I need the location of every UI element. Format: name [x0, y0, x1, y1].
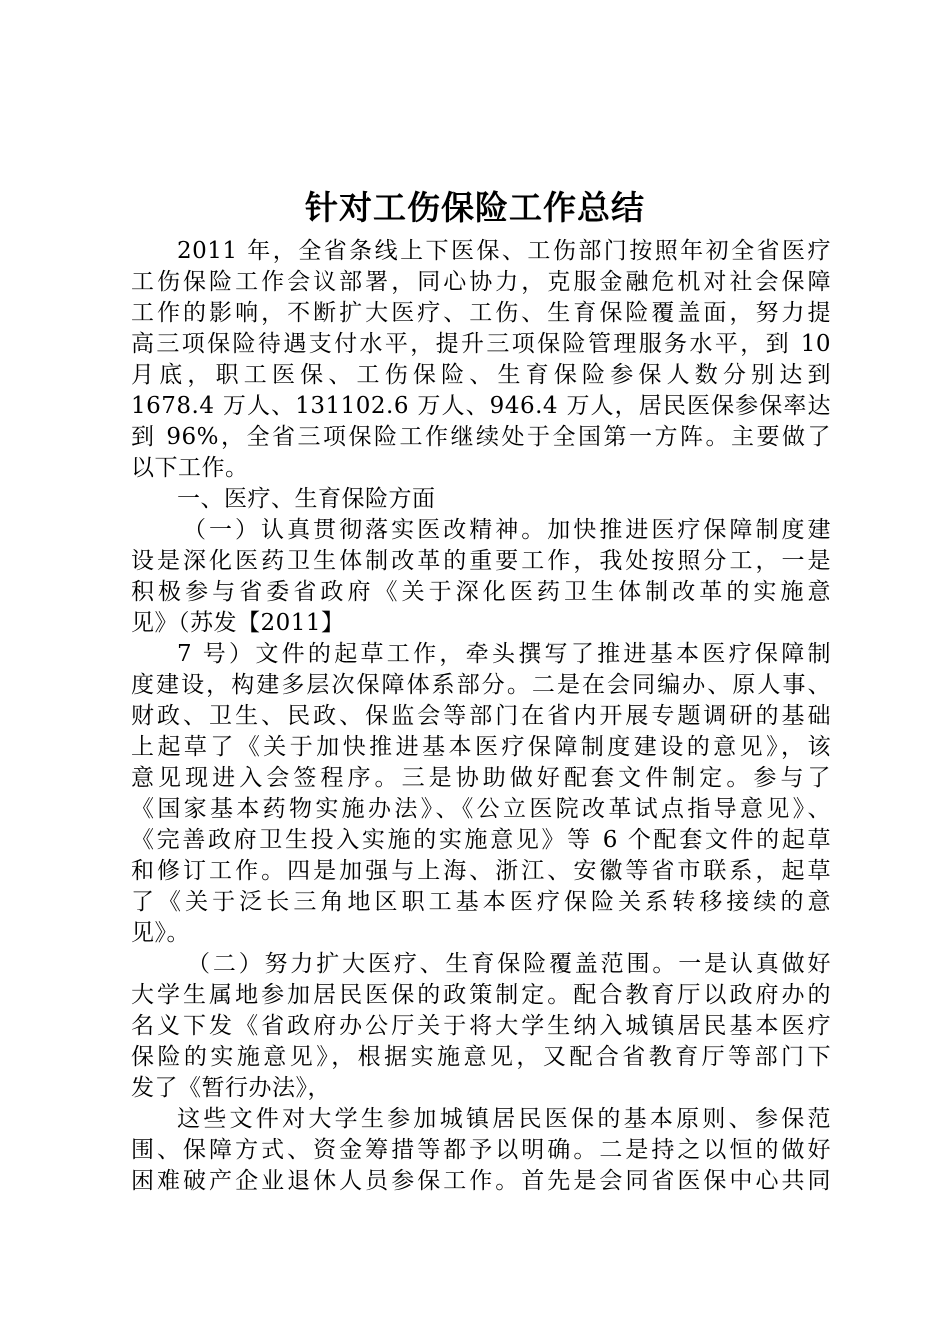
- section-heading: 一、医疗、生育保险方面: [177, 486, 436, 512]
- paragraph-line: 困难破产企业退休人员参保工作。首先是会同省医保中心共同: [131, 1168, 831, 1194]
- paragraph-line: 这些文件对大学生参加城镇居民医保的基本原则、参保范: [177, 1106, 831, 1132]
- paragraph-line: 围、保障方式、资金筹措等都予以明确。二是持之以恒的做好: [131, 1137, 831, 1163]
- paragraph-line: 上起草了《关于加快推进基本医疗保障制度建设的意见》，该: [131, 734, 831, 760]
- paragraph-line: 1678.4 万人、131102.6 万人、946.4 万人，居民医保参保率达: [131, 393, 831, 419]
- paragraph-line: 以下工作。: [131, 455, 249, 481]
- paragraph-line: 《国家基本药物实施办法》、《公立医院改革试点指导意见》、: [131, 796, 831, 822]
- paragraph-line: 了《关于泛长三角地区职工基本医疗保险关系转移接续的意: [131, 889, 831, 915]
- paragraph-line: 发了《暂行办法》，: [131, 1075, 331, 1101]
- paragraph-line: 工伤保险工作会议部署，同心协力，克服金融危机对社会保障: [131, 269, 831, 295]
- paragraph-line: 见》（苏发【2011】: [131, 610, 345, 636]
- paragraph-line: 高三项保险待遇支付水平，提升三项保险管理服务水平，到 10: [131, 331, 831, 357]
- paragraph-line: 保险的实施意见》，根据实施意见，又配合省教育厅等部门下: [131, 1044, 831, 1070]
- paragraph-line: 大学生属地参加居民医保的政策制定。配合教育厅以政府办的: [131, 982, 831, 1008]
- paragraph-line: （一）认真贯彻落实医改精神。加快推进医疗保障制度建: [183, 517, 831, 543]
- paragraph-line: （二）努力扩大医疗、生育保险覆盖范围。一是认真做好: [187, 951, 831, 977]
- paragraph-line: 2011 年，全省条线上下医保、工伤部门按照年初全省医疗: [177, 238, 831, 264]
- paragraph-line: 见》。: [131, 920, 190, 946]
- paragraph-line: 《完善政府卫生投入实施的实施意见》等 6 个配套文件的起草: [131, 827, 831, 853]
- document-title: 针对工伤保险工作总结: [305, 188, 645, 227]
- paragraph-line: 度建设，构建多层次保障体系部分。二是在会同编办、原人事、: [131, 672, 831, 698]
- document-body: [131, 236, 831, 1197]
- paragraph-line: 设是深化医药卫生体制改革的重要工作，我处按照分工，一是: [131, 548, 831, 574]
- paragraph-line: 名义下发《省政府办公厅关于将大学生纳入城镇居民基本医疗: [131, 1013, 831, 1039]
- paragraph-line: 工作的影响，不断扩大医疗、工伤、生育保险覆盖面，努力提: [131, 300, 831, 326]
- paragraph-line: 到 96%，全省三项保险工作继续处于全国第一方阵。主要做了: [131, 424, 831, 450]
- paragraph-line: 7 号）文件的起草工作，牵头撰写了推进基本医疗保障制: [177, 641, 831, 667]
- paragraph-line: 意见现进入会签程序。三是协助做好配套文件制定。参与了: [131, 765, 831, 791]
- paragraph-line: 和修订工作。四是加强与上海、浙江、安徽等省市联系，起草: [131, 858, 831, 884]
- paragraph-line: 月底，职工医保、工伤保险、生育保险参保人数分别达到: [131, 362, 831, 388]
- paragraph-line: 财政、卫生、民政、保监会等部门在省内开展专题调研的基础: [131, 703, 831, 729]
- paragraph-line: 积极参与省委省政府《关于深化医药卫生体制改革的实施意: [131, 579, 831, 605]
